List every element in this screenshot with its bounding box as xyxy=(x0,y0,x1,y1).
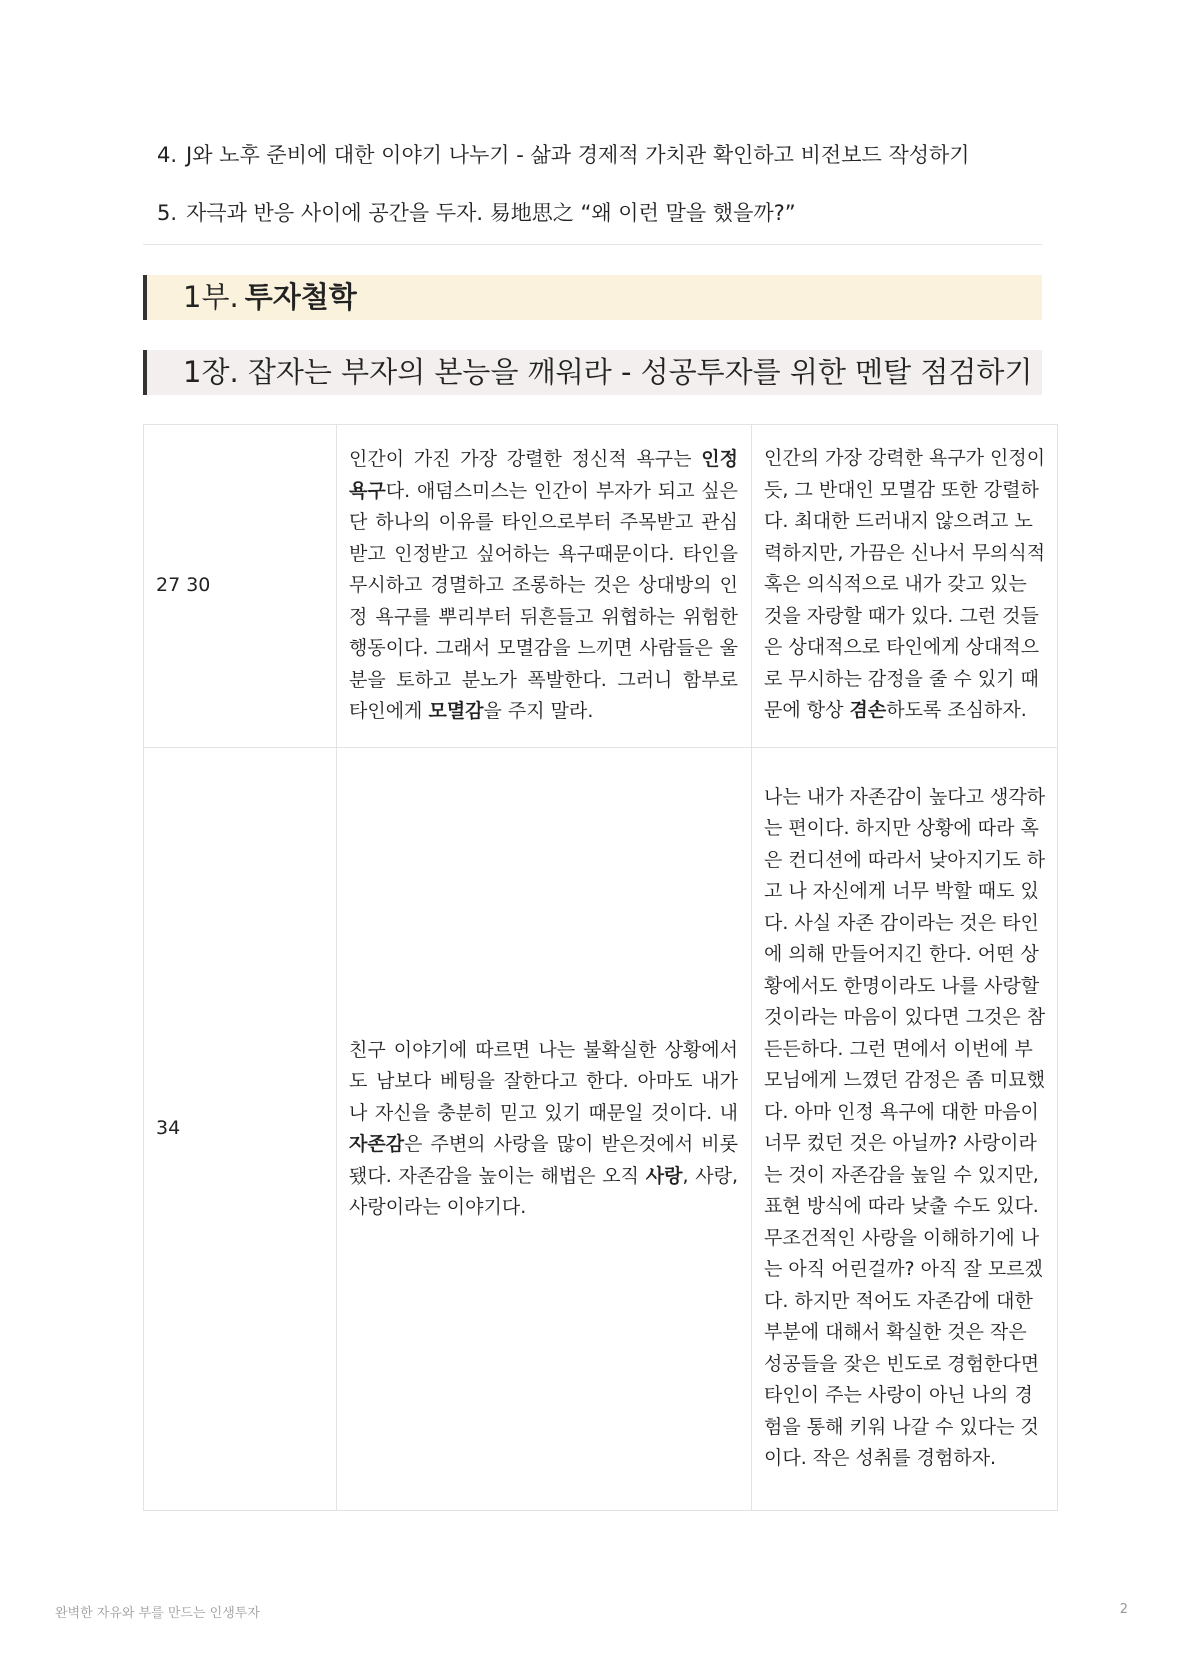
quote-emphasis: 자존감 xyxy=(349,1133,405,1155)
footer-page-number: 2 xyxy=(1119,1602,1128,1617)
quote-segment: 은 주변의 사랑을 많이 받은것에서 비롯됐다. 자존감을 높이는 해법은 오직 xyxy=(349,1133,738,1187)
page-reference: 27 30 xyxy=(156,574,211,597)
page-reference: 34 xyxy=(156,1117,181,1140)
chapter-heading-text: 1장. 잡자는 부자의 본능을 깨워라 - 성공투자를 위한 멘탈 점검하기 xyxy=(183,355,1033,389)
quote-text xyxy=(337,444,751,728)
thought-cell xyxy=(752,425,1058,748)
thought-emphasis: 겸손 xyxy=(849,699,887,722)
quote-segment: 친구 이야기에 따르면 나는 불확실한 상황에서도 남보다 베팅을 잘한다고 한다. 아마도 내가 나 자신을 충분히 믿고 있기 때문일 것이다. 내 xyxy=(349,1038,738,1124)
footer-book-title: 완벽한 자유와 부를 만드는 인생투자 xyxy=(55,1606,260,1621)
page-reference-cell xyxy=(144,748,337,1511)
list-item xyxy=(157,140,1057,170)
thought-segment: 인간의 가장 강력한 욕구가 인정이듯, 그 반대인 모멸감 또한 강렬하다. 최대한 드러내지 않으려고 노력하지만, 가끔은 신나서 무의식적 혹은 의식적으로 내가 갖고 있는 것을 자랑할 때가 있다. 그런 것들은 상대적으로 타인에게 상대적으로 무시하는 감정을 줄 수 있기 때문에 항상 xyxy=(764,447,1046,722)
quote-cell xyxy=(337,748,752,1511)
table-row xyxy=(144,748,1058,1511)
thought-text: 나는 내가 자존감이 높다고 생각하는 편이다. 하지만 상황에 따라 혹은 컨디션에 따라서 낮아지기도 하고 나 자신에게 너무 박할 때도 있다. 사실 자존 감이라는 것은 타인에 의해 만들어지긴 한다. 어떤 상황에서도 한명이라도 나를 사랑할 것이라는 마음이 있다면 그것은 참 든든하다. 그런 면에서 이번에 부모님에게 느꼈던 감정은 좀 미묘했다. 아마 인정 욕구에 대한 마음이 너무 컸던 것은 아닐까? 사랑이라는 것이 자존감을 높일 수 있지만, 표현 방식에 따라 낮출 수도 있다. 무조건적인 사랑을 이해하기에 나는 아직 어린걸까? 아직 잘 모르겠다. 하지만 적어도 자존감에 대한 부분에 대해서 확실한 것은 작은 성공들을 잦은 빈도로 경험한다면 타인이 주는 사랑이 아닌 나의 경험을 통해 키워 나갈 수 있다는 것이다. 작은 성취를 경험하자. xyxy=(764,785,1046,1469)
list-item-number: 5. xyxy=(157,201,178,225)
list-item-text: 자극과 반응 사이에 공간을 두자. 易地思之 “왜 이런 말을 했을까?” xyxy=(186,201,796,225)
quote-emphasis: 사랑 xyxy=(645,1164,683,1187)
thought-cell xyxy=(752,748,1058,1511)
table-row xyxy=(144,425,1058,748)
quote-segment: 다. 애덤스미스는 인간이 부자가 되고 싶은 단 하나의 이유를 타인으로부터 주목받고 관심받고 인정받고 싶어하는 욕구때문이다. 타인을 무시하고 경멸하고 조롱하는 것은 상대방의 인정 욕구를 뿌리부터 뒤흔들고 위협하는 위험한 행동이다. 그래서 모멸감을 느끼면 사람들은 울분을 토하고 분노가 폭발한다. 그러니 함부로 타인에게 xyxy=(349,479,738,723)
part-heading-label: 1부. xyxy=(183,280,239,314)
list-item xyxy=(157,198,1057,228)
thought-text xyxy=(752,440,1057,732)
quote-cell xyxy=(337,425,752,748)
thought-segment: 하도록 조심하자. xyxy=(886,699,1027,722)
quote-segment: 인간이 가진 가장 강렬한 정신적 욕구는 xyxy=(349,448,702,471)
divider xyxy=(143,244,1042,245)
reading-notes-table xyxy=(143,424,1058,1511)
list-item-number: 4. xyxy=(157,143,178,167)
chapter-heading xyxy=(143,350,1042,395)
list-item-text: J와 노후 준비에 대한 이야기 나누기 - 삶과 경제적 가치관 확인하고 비전보드 작성하기 xyxy=(186,143,970,167)
quote-emphasis: 모멸감 xyxy=(428,700,484,723)
quote-emphasis: 인정 욕구 xyxy=(349,448,738,502)
quote-segment: 을 주지 말라. xyxy=(483,700,594,723)
quote-segment: , 사랑, 사랑이라는 이야기다. xyxy=(349,1164,739,1218)
page-reference-cell xyxy=(144,425,337,748)
part-heading xyxy=(143,275,1042,320)
quote-text xyxy=(337,1035,751,1224)
todo-list xyxy=(157,140,1057,256)
part-heading-title: 투자철학 xyxy=(244,280,357,314)
